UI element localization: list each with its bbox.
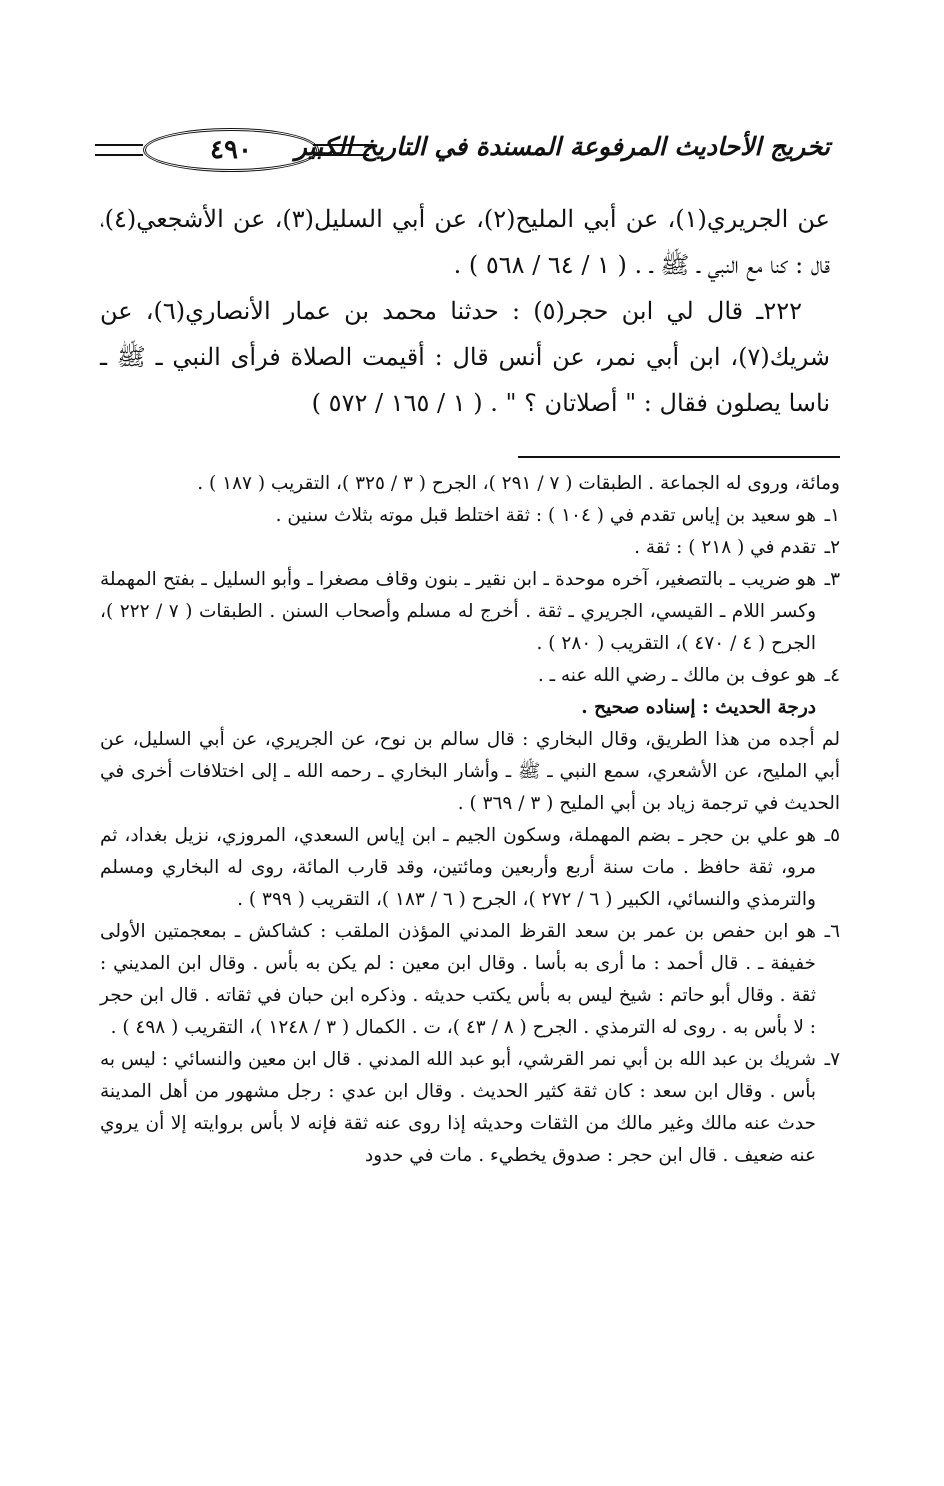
page-number-oval	[143, 128, 319, 172]
footnote-text: هو سعيد بن إياس تقدم في ( ١٠٤ ) : ثقة اختلط قبل موته بثلاث سنين .	[275, 505, 816, 526]
footnote-4	[100, 660, 840, 692]
footnote-7	[100, 1044, 840, 1172]
hadith-grade-heading: درجة الحديث : إسناده صحيح .	[581, 697, 816, 718]
footnote-text: هو ابن حفص بن عمر بن سعد القرظ المدني المؤذن الملقب : كشاكش ـ بمعجمتين الأولى خفيفة ـ . قال أحمد : ما أرى به بأسا . وقال ابن معين : لم يكن به بأس . وقال ابن المديني : ثقة . وقال أبو حاتم : شيخ ليس به بأس يكتب حديثه . وذكره ابن حبان في ثقاته . قال ابن حجر : لا بأس به . روى له الترمذي . الجرح ( ٨ / ٤٣ )، ت . الكمال ( ٣ / ١٢٤٨ )، التقريب ( ٤٩٨ ) .	[100, 921, 816, 1038]
footnote-separator	[518, 456, 840, 458]
footnote-text: شريك بن عبد الله بن أبي نمر القرشي، أبو عبد الله المدني . قال ابن معين والنسائي : ليس به بأس . وقال ابن سعد : كان ثقة كثير الحديث . وقال ابن عدي : رجل مشهور من أهل المدينة حدث عنه مالك وغير مالك من الثقات وحديثه إذا روى عنه ثقة فإنه لا بأس بروايته إلا أن يروي عنه ضعيف . قال ابن حجر : صدوق يخطيء . مات في حدود	[100, 1049, 816, 1166]
footnote-number: ٤ـ	[824, 665, 840, 686]
footnote-3	[100, 564, 840, 660]
hadith-grade-text: لم أجده من هذا الطريق، وقال البخاري : قال سالم بن نوح، عن الجريري، عن أبي السليل، عن أبي المليح، عن الأشعري، سمع النبي ـ ﷺ ـ وأشار البخاري ـ رحمه الله ـ إلى اختلافات أخرى في الحديث في ترجمة زياد بن أبي المليح ( ٣ / ٣٦٩ ) .	[100, 729, 840, 814]
footnote-number: ٧ـ	[824, 1049, 840, 1070]
page-number: ٤٩٠	[210, 135, 252, 165]
footnotes	[100, 468, 840, 1172]
header-rule-end	[95, 144, 143, 156]
footnote-text: هو علي بن حجر ـ بضم المهملة، وسكون الجيم ـ ابن إياس السعدي، المروزي، نزيل بغداد، ثم مرو، ثقة حافظ . مات سنة أربع وأربعين ومائتين، وقد قارب المائة، روى له البخاري ومسلم والترمذي والنسائي، الكبير ( ٦ / ٢٧٢ )، الجرح ( ٦ / ١٨٣ )، التقريب ( ٣٩٩ ) .	[100, 825, 816, 910]
footnote-number: ٥ـ	[824, 825, 840, 846]
footnote-number: ٦ـ	[824, 921, 840, 942]
page-header	[95, 118, 830, 188]
footnote-1	[100, 500, 840, 532]
footnote-5	[100, 820, 840, 916]
hadith-222: ٢٢٢ـ قال لي ابن حجر(٥) : حدثنا محمد بن عمار الأنصاري(٦)، عن شريك(٧)، ابن أبي نمر، عن أنس قال : أقيمت الصلاة فرأى النبي ـ ﷺ ـ ناسا يصلون فقال : " أصلاتان ؟ " . ( ١ / ١٦٥ / ٥٧٢ )	[100, 297, 830, 417]
footnote-6	[100, 916, 840, 1044]
footnote-text: تقدم في ( ٢١٨ ) : ثقة .	[634, 537, 816, 558]
footnote-number: ٣ـ	[824, 569, 840, 590]
footnote-continuation: ومائة، وروى له الجماعة . الطبقات ( ٧ / ٢٩١ )، الجرح ( ٣ / ٣٢٥ )، التقريب ( ١٨٧ ) .	[197, 473, 840, 494]
footnote-text: هو ضريب ـ بالتصغير، آخره موحدة ـ ابن نقير ـ بنون وقاف مصغرا ـ وأبو السليل ـ بفتح المهملة وكسر اللام ـ القيسي، الجريري ـ ثقة . أخرج له مسلم وأصحاب السنن . الطبقات ( ٧ / ٢٢٢ )، الجرح ( ٤ / ٤٧٠ )، التقريب ( ٢٨٠ ) .	[100, 569, 817, 654]
footnote-2	[100, 532, 840, 564]
footnote-number: ١ـ	[824, 505, 840, 526]
header-rule	[313, 144, 369, 156]
main-paragraph: عن الجريري(١)، عن أبي المليح(٢)، عن أبي السليل(٣)، عن الأشجعي(٤)، قال : كنا مع النبي ـ ﷺ ـ . ( ١ / ٦٤ / ٥٦٨ ) .	[100, 205, 830, 279]
main-text	[100, 196, 830, 426]
footnote-number: ٢ـ	[824, 537, 840, 558]
book-title: تخريج الأحاديث المرفوعة المسندة في التاريخ الكبير	[294, 132, 830, 161]
footnote-text: هو عوف بن مالك ـ رضي الله عنه ـ .	[537, 665, 816, 686]
